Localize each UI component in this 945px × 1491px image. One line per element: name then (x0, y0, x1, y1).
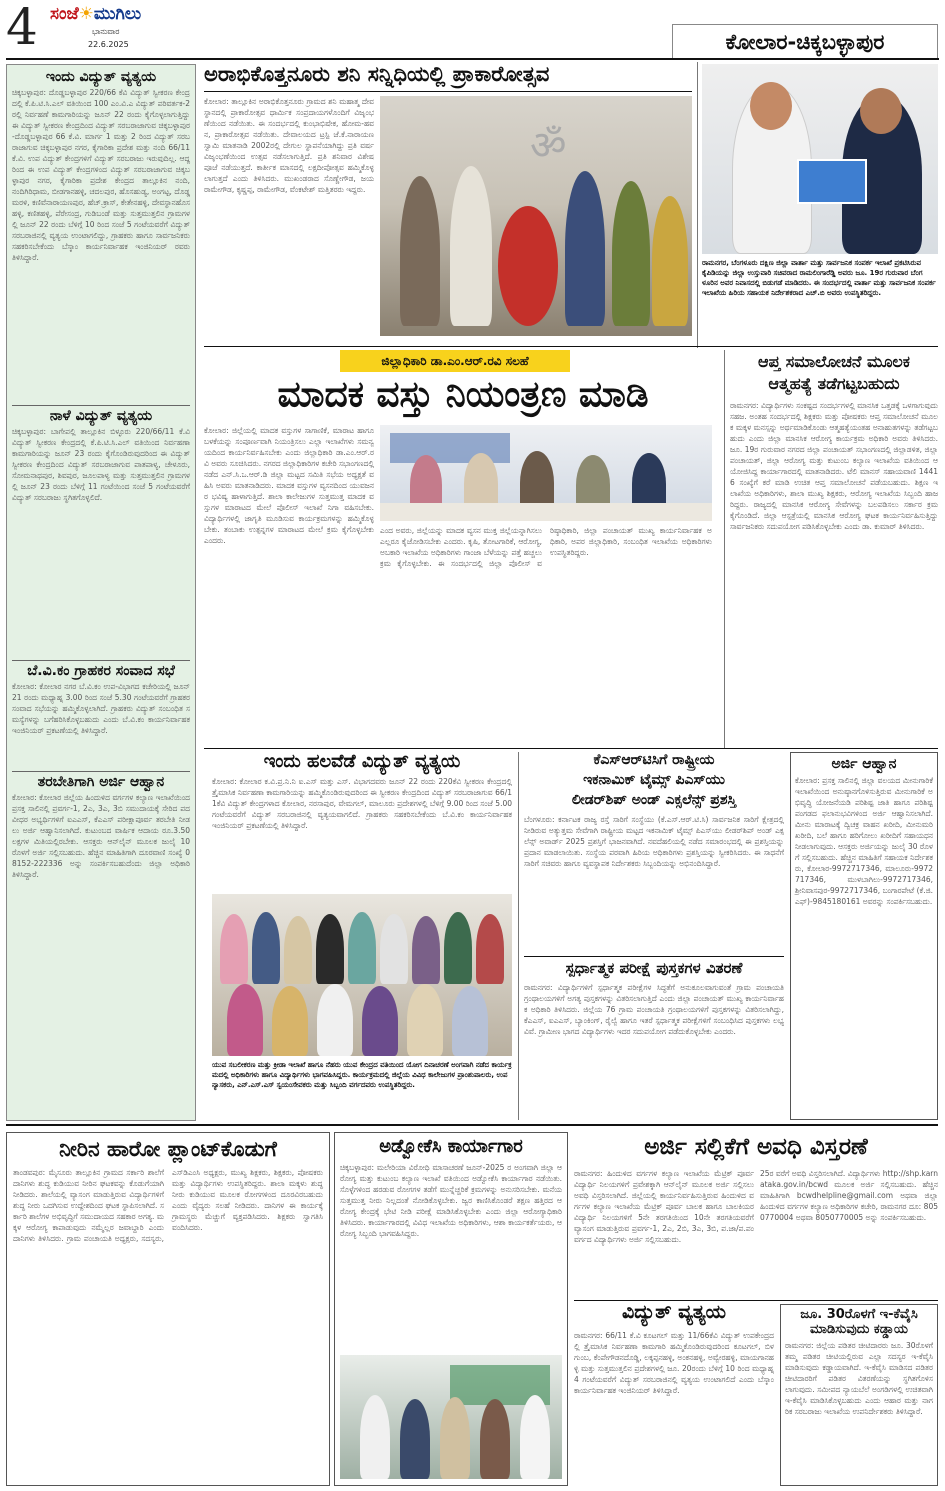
brief-body: ಚಿಕ್ಕಬಳ್ಳಾಪುರ: ದೊಡ್ಡಬಳ್ಳಾಪುರ 220/66 ಕೆವಿ ವಿದ್ಯುತ್ ಸ್ವೀಕರಣ ಕೇಂದ್ರದಲ್ಲಿ ಕೆ.ಪಿ.ಟಿ.ಸಿ.ಎಲ್ ವತಿಯಿಂದ 100 ಎಂ.ವಿ.ಎ ವಿದ್ಯುತ್ ಪರಿವರ್ತಕ-2 ರಲ್ಲಿ ನಿರ್ವಹಣೆ ಕಾಮಗಾರಿಯನ್ನು ಜೂನ್ 22 ರಂದು ಕೈಗೊಳ್ಳಲಾಗುತ್ತಿದ್ದು ಈ ವಿದ್ಯುತ್ ಸ್ವೀಕರಣ ಕೇಂದ್ರದಿಂದ ವಿದ್ಯುತ್ ಸರಬರಾಜಾಗುವ ಚಿಕ್ಕಬಳ್ಳಾಪುರ-ದೊಡ್ಡಬಳ್ಳಾಪುರ 66 ಕೆ.ವಿ. ಮಾರ್ಗ 1 ಮತ್ತು 2 ರಿಂದ ವಿದ್ಯುತ್ ಸರಬರಾಜಾಗುವ ಚಿಕ್ಕಬಳ್ಳಾಪುರ ನಗರ, ಕೈಗಾರಿಕಾ ಪ್ರದೇಶ ಮತ್ತು ನಂದಿ 66/11 ಕೆ.ವಿ. ಉಪ ವಿದ್ಯುತ್ ಕೇಂದ್ರಗಳಿಗೆ ವಿದ್ಯುತ್ ಸರಬರಾಜು ಇರುವುದಿಲ್ಲ. ಆದ್ದರಿಂದ ಈ ಉಪ ವಿದ್ಯುತ್ ಕೇಂದ್ರಗಳಿಂದ ವಿದ್ಯುತ್ ಸರಬರಾಜಾಗುವ ಚಿಕ್ಕಬಳ್ಳಾಪುರ ನಗರ, ಕೈಗಾರಿಕಾ ಪ್ರದೇಶ ಕೇಂದ್ರದ ತಾಲ್ಲೂಕಿನ ನಂದಿ, ನಂದಿಗಿರಿಧಾಮ, ಬೀಡಗಾನಹಳ್ಳಿ, ಚದಲಪುರ, ಹೊಸಹುಡ್ಯ, ಅಂಗಟ್ಟ, ದೊಡ್ಡಮರಳಿ, ಕಣಿವೆನಾರಾಯಣಪುರ, ಹೆಚ್.ಕ್ರಾಸ್, ಕೇತೇನಹಳ್ಳಿ, ದೇವಸ್ಥಾನಹೊಸಹಳ್ಳಿ, ಕಣಿತಹಳ್ಳಿ, ಪೆರೇಸಂದ್ರ, ಗುಡಿಬಂಡೆ ಮತ್ತು ಸುತ್ತಮುತ್ತಲಿನ ಗ್ರಾಮಗಳಲ್ಲಿ ಜೂನ್ 22 ರಂದು ಬೆಳಿಗ್ಗೆ 10 ರಿಂದ ಸಂಜೆ 5 ಗಂಟೆಯವರೆಗೆ ವಿದ್ಯುತ್ ಸರಬರಾಜಿನಲ್ಲಿ ವ್ಯತ್ಯಯ ಉಂಟಾಗಲಿದ್ದು, ಗ್ರಾಹಕರು ಹಾಗೂ ಸಾರ್ವಜನಿಕರು ಸಹಕರಿಸಬೇಕೆಂದು ಬೆಸ್ಕಾಂ ಕಾರ್ಯನಿರ್ವಾಹಕ ಇಂಜಿನಿಯರ್ ರವರು ತಿಳಿಸಿದ್ದಾರೆ. (12, 88, 190, 263)
brief-headline: ಬೆ.ವಿ.ಕಂ ಗ್ರಾಹಕರ ಸಂವಾದ ಸಭೆ (27, 663, 175, 680)
lead-body-right: ಎಂದ ಅವರು, ಜಿಲ್ಲೆಯನ್ನು ಮಾದಕ ವ್ಯಸನ ಮುಕ್ತ ಜಿಲ್ಲೆಯನ್ನಾಗಿಸಲು ಎಲ್ಲರೂ ಕೈಜೋಡಿಸಬೇಕು ಎಂದರು. ಕೃಷಿ, ತೋಟಗಾರಿಕೆ, ಆರೋಗ್ಯ, ಅಬಕಾರಿ ಇಲಾಖೆಯ ಅಧಿಕಾರಿಗಳು ಗಾಂಜಾ ಬೆಳೆಯನ್ನು ಪತ್ತೆ ಹಚ್ಚಲು ಕ್ರಮ ಕೈಗೊಳ್ಳಬೇಕು. ಈ ಸಂದರ್ಭದಲ್ಲಿ ಜಿಲ್ಲಾ ಪೊಲೀಸ್ ವರಿಷ್ಠಾಧಿಕಾರಿ, ಜಿಲ್ಲಾ ಪಂಚಾಯತ್ ಮುಖ್ಯ ಕಾರ್ಯನಿರ್ವಾಹಕ ಅಧಿಕಾರಿ, ಅಪರ ಜಿಲ್ಲಾಧಿಕಾರಿ, ಸಂಬಂಧಿತ ಇಲಾಖೆಯ ಅಧಿಕಾರಿಗಳು ಉಪಸ್ಥಿತರಿದ್ದರು. (380, 526, 712, 568)
lead-body-left: ಕೋಲಾರ: ಜಿಲ್ಲೆಯಲ್ಲಿ ಮಾದಕ ವಸ್ತುಗಳ ಸಾಗಾಣಿಕೆ, ಮಾರಾಟ ಹಾಗೂ ಬಳಕೆಯನ್ನು ಸಂಪೂರ್ಣವಾಗಿ ನಿಯಂತ್ರಿಸಲು ಎಲ್ಲಾ ಇಲಾಖೆಗಳು ಸಮನ್ವಯದಿಂದ ಕಾರ್ಯನಿರ್ವಹಿಸಬೇಕು ಎಂದು ಜಿಲ್ಲಾಧಿಕಾರಿ ಡಾ.ಎಂ.ಆರ್.ರವಿ ಅವರು ಸೂಚಿಸಿದರು. ನಗರದ ಜಿಲ್ಲಾಧಿಕಾರಿಗಳ ಕಚೇರಿ ಸಭಾಂಗಣದಲ್ಲಿ ನಡೆದ ಎನ್.ಸಿ.ಒ.ಆರ್.ಡಿ ಜಿಲ್ಲಾ ಮಟ್ಟದ ಸಮಿತಿ ಸಭೆಯ ಅಧ್ಯಕ್ಷತೆ ವಹಿಸಿ ಅವರು ಮಾತನಾಡಿದರು. ಮಾದಕ ವಸ್ತುಗಳ ವ್ಯಸನದಿಂದ ಯುವಜನರ ಭವಿಷ್ಯ ಹಾಳಾಗುತ್ತಿದೆ. ಶಾಲಾ ಕಾಲೇಜುಗಳ ಸುತ್ತಮುತ್ತ ಮಾದಕ ವಸ್ತುಗಳ ಮಾರಾಟದ ಮೇಲೆ ಪೊಲೀಸ್ ಇಲಾಖೆ ನಿಗಾ ವಹಿಸಬೇಕು. ವಿದ್ಯಾರ್ಥಿಗಳಲ್ಲಿ ಜಾಗೃತಿ ಮೂಡಿಸುವ ಕಾರ್ಯಕ್ರಮಗಳನ್ನು ಹಮ್ಮಿಕೊಳ್ಳಬೇಕು. ತಂಬಾಕು ಉತ್ಪನ್ನಗಳ ಮಾರಾಟದ ಮೇಲೆ ಕ್ರಮ ಕೈಗೊಳ್ಳಬೇಕು ಎಂದರು. (204, 426, 374, 545)
extension-body-right: 25ರ ವರೆಗೆ ಅವಧಿ ವಿಸ್ತರಿಸಲಾಗಿದೆ. ವಿದ್ಯಾರ್ಥಿಗಳು http://shp.karnataka.gov.in/bcwd ಮೂಲಕ ಅರ್ಜಿ ಸಲ್ಲಿಸಬಹುದು. ಹೆಚ್ಚಿನ ಮಾಹಿತಿಗಾಗಿ bcwdhelpline@gmail.com ಅಥವಾ ಜಿಲ್ಲಾ ಹಿಂದುಳಿದ ವರ್ಗಗಳ ಕಲ್ಯಾಣ ಅಧಿಕಾರಿಗಳ ಕಚೇರಿ, ರಾಮನಗರ ದೂ: 8050770004 ಅಥವಾ 8050770005 ಅನ್ನು ಸಂಪರ್ಕಿಸಬಹುದು. (760, 1169, 938, 1222)
temple-photo (380, 96, 692, 336)
photo-caption: ರಾಮನಗರ, ಬೆಂಗಳೂರು ದಕ್ಷಿಣ ಜಿಲ್ಲಾ ವಾರ್ತಾ ಮತ್ತು ಸಾರ್ವಜನಿಕ ಸಂಪರ್ಕ ಇಲಾಖೆ ಪ್ರಕಟಿಸಿರುವ ಕೈಪಿಡಿಯನ್ನು ಜಿಲ್ಲಾ ಉಸ್ತುವಾರಿ ಸಚಿವರಾದ ರಾಮಲಿಂಗಾರೆಡ್ಡಿ ಅವರು ಜೂ. 19ರ ಗುರುವಾರ ಬೆಂಗಳೂರಿನ ಅವರ ನಿವಾಸದಲ್ಲಿ ಬಿಡುಗಡೆ ಮಾಡಿದರು. ಈ ಸಂದರ್ಭದಲ್ಲಿ ವಾರ್ತಾ ಮತ್ತು ಸಾರ್ವಜನಿಕ ಸಂಪರ್ಕ ಇಲಾಖೆಯ ಹಿರಿಯ ಸಹಾಯಕ ನಿರ್ದೇಶಕರಾದ ಎಚ್.ಬಿ ಅವರು ಉಪಸ್ಥಿತರಿದ್ದರು. (702, 259, 936, 297)
brief-headline: ಇಂದು ವಿದ್ಯುತ್ ವ್ಯತ್ಯಯ (45, 69, 157, 85)
om-symbol: ॐ (530, 123, 567, 169)
sun-icon: ☀ (78, 4, 94, 24)
lead-headline: ಮಾದಕ ವಸ್ತು ನಿಯಂತ್ರಣ ಮಾಡಿ (277, 374, 649, 415)
advocacy-headline: ಅಡ್ವೋಕೆಸಿ ಕಾರ್ಯಾಗಾರ (379, 1136, 523, 1157)
award-body: ಬೆಂಗಳೂರು: ಕರ್ನಾಟಕ ರಾಜ್ಯ ರಸ್ತೆ ಸಾರಿಗೆ ಸಂಸ್ಥೆಯು (ಕೆ.ಎಸ್.ಆರ್.ಟಿ.ಸಿ) ಸಾರ್ವಜನಿಕ ಸಾರಿಗೆ ಕ್ಷೇತ್ರದಲ್ಲಿ ನೀಡಿರುವ ಅತ್ಯುತ್ತಮ ಸೇವೆಗಾಗಿ ರಾಷ್ಟ್ರೀಯ ಮಟ್ಟದ ಇಕನಾಮಿಕ್ ಟೈಮ್ಸ್ ಪಿಎಸ್‌ಯು ಲೀಡರ್‌ಶಿಪ್ ಅಂಡ್ ಎಕ್ಸಲೆನ್ಸ್ ಅವಾರ್ಡ್ 2025 ಪ್ರಶಸ್ತಿಗೆ ಭಾಜನವಾಗಿದೆ. ನವದೆಹಲಿಯಲ್ಲಿ ನಡೆದ ಸಮಾರಂಭದಲ್ಲಿ ಈ ಪ್ರಶಸ್ತಿಯನ್ನು ಪ್ರದಾನ ಮಾಡಲಾಯಿತು. ಸಂಸ್ಥೆಯ ಪರವಾಗಿ ಹಿರಿಯ ಅಧಿಕಾರಿಗಳು ಪ್ರಶಸ್ತಿಯನ್ನು ಸ್ವೀಕರಿಸಿದರು. ಈ ಸಾಧನೆಗೆ ಸಾರಿಗೆ ಸಚಿವರು ಹಾಗೂ ವ್ಯವಸ್ಥಾಪಕ ನಿರ್ದೇಶಕರು ಸಿಬ್ಬಂದಿಯನ್ನು ಅಭಿನಂದಿಸಿದ್ದಾರೆ. (524, 815, 784, 868)
masthead (0, 0, 945, 60)
advocacy-body: ಚಿಕ್ಕಬಳ್ಳಾಪುರ: ಮಲೇರಿಯಾ ವಿರೋಧಿ ಮಾಸಾಚರಣೆ ಜೂನ್-2025 ರ ಅಂಗವಾಗಿ ಜಿಲ್ಲಾ ಆರೋಗ್ಯ ಮತ್ತು ಕುಟುಂಬ ಕಲ್ಯಾಣ ಇಲಾಖೆ ವತಿಯಿಂದ ಅಡ್ವೋಕೆಸಿ ಕಾರ್ಯಾಗಾರ ನಡೆಯಿತು. ಸೊಳ್ಳೆಗಳಿಂದ ಹರಡುವ ರೋಗಗಳ ತಡೆಗೆ ಮುನ್ನೆಚ್ಚರಿಕೆ ಕ್ರಮಗಳನ್ನು ಅನುಸರಿಸಬೇಕು. ಮನೆಯ ಸುತ್ತಮುತ್ತ ನೀರು ನಿಲ್ಲದಂತೆ ನೋಡಿಕೊಳ್ಳಬೇಕು. ಜ್ವರ ಕಾಣಿಸಿಕೊಂಡರೆ ತಕ್ಷಣ ಹತ್ತಿರದ ಆರೋಗ್ಯ ಕೇಂದ್ರಕ್ಕೆ ಭೇಟಿ ನೀಡಿ ಪರೀಕ್ಷೆ ಮಾಡಿಸಿಕೊಳ್ಳಬೇಕು ಎಂದು ಜಿಲ್ಲಾ ಆರೋಗ್ಯಾಧಿಕಾರಿ ತಿಳಿಸಿದರು. ಕಾರ್ಯಾಗಾರದಲ್ಲಿ ವಿವಿಧ ಇಲಾಖೆಯ ಅಧಿಕಾರಿಗಳು, ಆಶಾ ಕಾರ್ಯಕರ್ತೆಯರು, ಆರೋಗ್ಯ ಸಿಬ್ಬಂದಿ ಭಾಗವಹಿಸಿದ್ದರು. (340, 1162, 562, 1238)
kyc-headline-2: ಮಾಡಿಸುವುದು ಕಡ್ಡಾಯ (810, 1321, 908, 1337)
brief-column (6, 64, 196, 1121)
power-body: ಕೋಲಾರ: ಕೋಲಾರ ಕ.ವಿ.ಪ್ರ.ನಿ.ನಿ ಐ.ಎಸ್ ಮತ್ತು ಎಸ್. ವಿಭಾಗದವರು ಜೂನ್ 22 ರಂದು 220ಕೆವಿ ಸ್ವೀಕರಣ ಕೇಂದ್ರದಲ್ಲಿ ತ್ರೈಮಾಸಿಕ ನಿರ್ವಹಣಾ ಕಾಮಗಾರಿಯನ್ನು ಹಮ್ಮಿಕೊಂಡಿರುವುದರಿಂದ ಈ ಸ್ವೀಕರಣ ಕೇಂದ್ರದಿಂದ ವಿದ್ಯುತ್ ಸರಬರಾಜಾಗುವ 66/11ಕೆವಿ ವಿದ್ಯುತ್ ಕೇಂದ್ರಗಳಾದ ಕೋಲಾರ, ನರಸಾಪುರ, ವೇಮಗಲ್, ಮಾಲೂರು ಪ್ರದೇಶಗಳಲ್ಲಿ ಬೆಳಿಗ್ಗೆ 9.00 ರಿಂದ ಸಂಜೆ 5.00 ಗಂಟೆಯವರೆಗೆ ವಿದ್ಯುತ್ ಸರಬರಾಜಿನಲ್ಲಿ ವ್ಯತ್ಯಯವಾಗಲಿದೆ. ಗ್ರಾಹಕರು ಸಹಕರಿಸಬೇಕೆಂದು ಬೆ.ವಿ.ಕಂ ಕಾರ್ಯನಿರ್ವಾಹಕ ಇಂಜಿನಿಯರ್ ಪ್ರಕಟಣೆಯಲ್ಲಿ ತಿಳಿಸಿದ್ದಾರೆ. (212, 777, 512, 830)
award-headline-3: ಲೀಡರ್‌ಶಿಪ್ ಅಂಡ್ ಎಕ್ಸಲೆನ್ಸ್ ಪ್ರಶಸ್ತಿ (571, 792, 737, 808)
books-headline: ಸ್ಪರ್ಧಾತ್ಮಕ ಪರೀಕ್ಷೆ ಪುಸ್ತಕಗಳ ವಿತರಣೆ (565, 959, 743, 977)
water-body: ತಾಂಡವಪುರ: ಮೈಸೂರು ತಾಲ್ಲೂಕಿನ ಗ್ರಾಮದ ಸರ್ಕಾರಿ ಶಾಲೆಗೆ ದಾನಿಗಳು ಶುದ್ಧ ಕುಡಿಯುವ ನೀರಿನ ಘಟಕವನ್ನು ಕೊಡುಗೆಯಾಗಿ ನೀಡಿದರು. ಶಾಲೆಯಲ್ಲಿ ವ್ಯಾಸಂಗ ಮಾಡುತ್ತಿರುವ ವಿದ್ಯಾರ್ಥಿಗಳಿಗೆ ಶುದ್ಧ ನೀರು ಒದಗಿಸುವ ಉದ್ದೇಶದಿಂದ ಘಟಕ ಸ್ಥಾಪಿಸಲಾಗಿದೆ. ಸರ್ಕಾರಿ ಶಾಲೆಗಳ ಅಭಿವೃದ್ಧಿಗೆ ಸಮುದಾಯದ ಸಹಕಾರ ಅಗತ್ಯ. ಮಕ್ಕಳ ಆರೋಗ್ಯ ಕಾಪಾಡುವುದು ನಮ್ಮೆಲ್ಲರ ಜವಾಬ್ದಾರಿ ಎಂದು ದಾನಿಗಳು ತಿಳಿಸಿದರು. ಗ್ರಾಮ ಪಂಚಾಯತಿ ಅಧ್ಯಕ್ಷರು, ಸದಸ್ಯರು, ಎಸ್‌ಡಿಎಂಸಿ ಅಧ್ಯಕ್ಷರು, ಮುಖ್ಯ ಶಿಕ್ಷಕರು, ಶಿಕ್ಷಕರು, ಪೋಷಕರು ಮತ್ತು ವಿದ್ಯಾರ್ಥಿಗಳು ಉಪಸ್ಥಿತರಿದ್ದರು. ಶಾಲಾ ಮಕ್ಕಳು ಶುದ್ಧ ನೀರು ಕುಡಿಯುವ ಮೂಲಕ ರೋಗಗಳಿಂದ ದೂರವಿರಬಹುದು ಎಂದು ವೈದ್ಯರು ಸಲಹೆ ನೀಡಿದರು. ದಾನಿಗಳ ಈ ಕಾರ್ಯಕ್ಕೆ ಗ್ರಾಮಸ್ಥರು ಮೆಚ್ಚುಗೆ ವ್ಯಕ್ತಪಡಿಸಿದರು. ಶಿಕ್ಷಕರು ಸ್ವಾಗತಿಸಿ ವಂದಿಸಿದರು. (13, 1168, 323, 1244)
workshop-photo (340, 1355, 562, 1479)
minister-photo (702, 64, 938, 254)
header-date: 22.6.2025 (88, 40, 129, 49)
advocacy-story (334, 1132, 568, 1486)
header-day: ಭಾನುವಾರ (92, 27, 120, 36)
group-photo-caption: ಯುವ ಸಬಲೀಕರಣ ಮತ್ತು ಕ್ರೀಡಾ ಇಲಾಖೆ ಹಾಗೂ ನೆಹರು ಯುವ ಕೇಂದ್ರದ ವತಿಯಿಂದ ಯೋಗ ದಿನಾಚರಣೆ ಅಂಗವಾಗಿ ನಡೆದ ಕಾರ್ಯಕ್ರಮದಲ್ಲಿ ಅಧಿಕಾರಿಗಳು ಹಾಗೂ ವಿದ್ಯಾರ್ಥಿಗಳು ಭಾಗವಹಿಸಿದ್ದರು. ಕಾರ್ಯಕ್ರಮದಲ್ಲಿ ಜಿಲ್ಲೆಯ ವಿವಿಧ ಕಾಲೇಜುಗಳ ಪ್ರಾಂಶುಪಾಲರು, ಉಪನ್ಯಾಸಕರು, ಎನ್.ಎಸ್.ಎಸ್ ಸ್ವಯಂಸೇವಕರು ಮತ್ತು ಸಿಬ್ಬಂದಿ ವರ್ಗದವರು ಉಪಸ್ಥಿತರಿದ್ದರು. (212, 1061, 512, 1089)
counselling-headline-1: ಆಪ್ತ ಸಮಾಲೋಚನೆ ಮೂಲಕ (758, 352, 910, 371)
brief-body: ಕೋಲಾರ: ಕೋಲಾರ ಜಿಲ್ಲೆಯ ಹಿಂದುಳಿದ ವರ್ಗಗಳ ಕಲ್ಯಾಣ ಇಲಾಖೆಯಿಂದ ಪ್ರಸಕ್ತ ಸಾಲಿನಲ್ಲಿ ಪ್ರವರ್ಗ-1, 2ಎ, 3ಎ, 3ಬಿ ಸಮುದಾಯಕ್ಕೆ ಸೇರಿದ ಪದವೀಧರ ಅಭ್ಯರ್ಥಿಗಳಿಗೆ ಐಎಎಸ್, ಕೆಎಎಸ್ ಪರೀಕ್ಷಾಪೂರ್ವ ತರಬೇತಿ ನೀಡಲು ಅರ್ಜಿ ಆಹ್ವಾನಿಸಲಾಗಿದೆ. ಕುಟುಂಬದ ವಾರ್ಷಿಕ ಆದಾಯ ರೂ.3.50 ಲಕ್ಷಗಳ ಮಿತಿಯಲ್ಲಿರಬೇಕು. ಆಸಕ್ತರು ಆನ್‌ಲೈನ್ ಮೂಲಕ ಜುಲೈ 10 ರೊಳಗೆ ಅರ್ಜಿ ಸಲ್ಲಿಸಬಹುದು. ಹೆಚ್ಚಿನ ಮಾಹಿತಿಗಾಗಿ ದೂರವಾಣಿ ಸಂಖ್ಯೆ 08152-222336 ಅನ್ನು ಸಂಪರ್ಕಿಸಬಹುದೆಂದು ಜಿಲ್ಲಾ ಅಧಿಕಾರಿ ತಿಳಿಸಿದ್ದಾರೆ. (12, 793, 190, 880)
notice-body: ಕೋಲಾರ: ಪ್ರಸಕ್ತ ಸಾಲಿನಲ್ಲಿ ಜಿಲ್ಲಾ ವಲಯದ ಮೀನುಗಾರಿಕೆ ಇಲಾಖೆಯಿಂದ ಅನುಷ್ಠಾನಗೊಳಿಸುತ್ತಿರುವ ಮೀನುಗಾರಿಕೆ ಅಭಿವೃದ್ಧಿ ಯೋಜನೆಯಡಿ ಪರಿಶಿಷ್ಟ ಜಾತಿ ಹಾಗೂ ಪರಿಶಿಷ್ಟ ಪಂಗಡದ ಫಲಾನುಭವಿಗಳಿಂದ ಅರ್ಜಿ ಆಹ್ವಾನಿಸಲಾಗಿದೆ. ಮೀನು ಮಾರಾಟಕ್ಕೆ ದ್ವಿಚಕ್ರ ವಾಹನ ಖರೀದಿ, ಮೀನುಮರಿ ಖರೀದಿ, ಬಲೆ ಹಾಗೂ ಹರಿಗೋಲು ಖರೀದಿಗೆ ಸಹಾಯಧನ ನೀಡಲಾಗುವುದು. ಆಸಕ್ತರು ಅರ್ಜಿಯನ್ನು ಜುಲೈ 30 ರೊಳಗೆ ಸಲ್ಲಿಸಬಹುದು. ಹೆಚ್ಚಿನ ಮಾಹಿತಿಗೆ ಸಹಾಯಕ ನಿರ್ದೇಶಕರು, ಕೋಲಾರ-9972717346, ಮಾಲೂರು-9972717346, ಮುಳಬಾಗಿಲು-9972717346, ಶ್ರೀನಿವಾಸಪುರ-9972717346, ಬಂಗಾರಪೇಟೆ (ಕೆ.ಜಿ.ಎಫ್)-9845180161 ಅವರನ್ನು ಸಂಪರ್ಕಿಸಬಹುದು. (795, 776, 933, 907)
section-title: ಕೋಲಾರ-ಚಿಕ್ಕಬಳ್ಳಾಪುರ (725, 30, 885, 54)
logo-part-blue: ಮುಗಿಲು (93, 4, 142, 24)
counselling-body: ರಾಮನಗರ: ವಿದ್ಯಾರ್ಥಿಗಳು ಸಂಕಷ್ಟದ ಸಂದರ್ಭಗಳಲ್ಲಿ ಮಾನಸಿಕ ಒತ್ತಡಕ್ಕೆ ಒಳಗಾಗುವುದು ಸಹಜ. ಅಂತಹ ಸಂದರ್ಭದಲ್ಲಿ ಶಿಕ್ಷಕರು ಮತ್ತು ಪೋಷಕರು ಆಪ್ತ ಸಮಾಲೋಚನೆ ಮೂಲಕ ಮಕ್ಕಳ ಮನಸ್ಸನ್ನು ಅರ್ಥಮಾಡಿಕೊಂಡು ಆತ್ಮಹತ್ಯೆಯಂತಹ ಅನಾಹುತಗಳನ್ನು ತಡೆಗಟ್ಟಬಹುದು ಎಂದು ಜಿಲ್ಲಾ ಮಾನಸಿಕ ಆರೋಗ್ಯ ಕಾರ್ಯಕ್ರಮ ಅಧಿಕಾರಿ ಅವರು ತಿಳಿಸಿದರು. ಜೂ. 19ರ ಗುರುವಾರ ನಗರದ ಜಿಲ್ಲಾ ಪಂಚಾಯತ್ ಸಭಾಂಗಣದಲ್ಲಿ ಜಿಲ್ಲಾಡಳಿತ, ಜಿಲ್ಲಾ ಪಂಚಾಯತ್, ಜಿಲ್ಲಾ ಆರೋಗ್ಯ ಮತ್ತು ಕುಟುಂಬ ಕಲ್ಯಾಣ ಇಲಾಖೆಯ ವತಿಯಿಂದ ಆಯೋಜಿಸಿದ್ದ ಕಾರ್ಯಾಗಾರದಲ್ಲಿ ಮಾತನಾಡಿದರು. ಟೆಲಿ ಮಾನಸ್ ಸಹಾಯವಾಣಿ 14416 ಸಂಖ್ಯೆಗೆ ಕರೆ ಮಾಡಿ ಉಚಿತ ಆಪ್ತ ಸಮಾಲೋಚನೆ ಪಡೆಯಬಹುದು. ಶಿಕ್ಷಣ ಇಲಾಖೆಯ ಅಧಿಕಾರಿಗಳು, ಶಾಲಾ ಮುಖ್ಯ ಶಿಕ್ಷಕರು, ಆರೋಗ್ಯ ಇಲಾಖೆಯ ಸಿಬ್ಬಂದಿ ಹಾಜರಿದ್ದರು. ರಾಜ್ಯದಲ್ಲಿ ಮಾನಸಿಕ ಆರೋಗ್ಯ ಸೇವೆಗಳನ್ನು ಬಲಪಡಿಸಲು ಸರ್ಕಾರ ಕ್ರಮ ಕೈಗೊಂಡಿದೆ. ಜಿಲ್ಲಾ ಆಸ್ಪತ್ರೆಯಲ್ಲಿ ಮಾನಸಿಕ ಆರೋಗ್ಯ ಘಟಕ ಕಾರ್ಯನಿರ್ವಹಿಸುತ್ತಿದ್ದು ಸಾರ್ವಜನಿಕರು ಸದುಪಯೋಗ ಪಡಿಸಿಕೊಳ್ಳಬೇಕು ಎಂದು ಡಾ. ಕುಮಾರ್ ತಿಳಿಸಿದರು. (730, 401, 938, 531)
brief-body: ಚಿಕ್ಕಬಳ್ಳಾಪುರ: ಬಾಗೇಪಲ್ಲಿ ತಾಲ್ಲೂಕಿನ ಬಿಳ್ಳೂರು 220/66/11 ಕೆ.ವಿ ವಿದ್ಯುತ್ ಸ್ವೀಕರಣ ಕೇಂದ್ರದಲ್ಲಿ ಕೆ.ಪಿ.ಟಿ.ಸಿ.ಎಲ್ ವತಿಯಿಂದ ನಿರ್ವಹಣಾ ಕಾಮಗಾರಿಯನ್ನು ಜೂನ್ 23 ರಂದು ಕೈಗೊಂಡಿರುವುದರಿಂದ ಈ ವಿದ್ಯುತ್ ಸ್ವೀಕರಣ ಕೇಂದ್ರದಿಂದ ವಿದ್ಯುತ್ ಸರಬರಾಜಾಗುವ ಪಾತಪಾಳ್ಯ, ಚೇಳೂರು, ಸೋಮನಾಥಪುರ, ಶಿವಪುರ, ಜೂಲಪಾಳ್ಯ ಮತ್ತು ಸುತ್ತಮುತ್ತಲಿನ ಗ್ರಾಮಗಳಲ್ಲಿ ಜೂನ್ 23 ರಂದು ಬೆಳಿಗ್ಗೆ 11 ಗಂಟೆಯಿಂದ ಸಂಜೆ 5 ಗಂಟೆಯವರೆಗೆ ವಿದ್ಯುತ್ ಸರಬರಾಜು ಸ್ಥಗಿತಗೊಳ್ಳಲಿದೆ. (12, 427, 190, 503)
top-story-headline: ಅರಾಭಿಕೊತ್ತನೂರು ಶನಿ ಸನ್ನಿಧಿಯಲ್ಲಿ ಪ್ರಾಕಾರೋತ್ಸವ (204, 62, 550, 86)
power-bottom-body: ರಾಮನಗರ: 66/11 ಕೆ.ವಿ ಕೂಟಗಲ್ ಮತ್ತು 11/66ಕೆವಿ ವಿದ್ಯುತ್ ಉಪಕೇಂದ್ರದಲ್ಲಿ ತ್ರೈಮಾಸಿಕ ನಿರ್ವಹಣಾ ಕಾಮಗಾರಿ ಹಮ್ಮಿಕೊಂಡಿರುವುದರಿಂದ ಕೂಟಗಲ್, ಬಿಳಗುಂಬ, ಕೆಂಪೇಗೌಡನದೊಡ್ಡಿ, ಲಕ್ಕಪ್ಪನಹಳ್ಳಿ, ಅಂಕನಹಳ್ಳಿ, ಅವ್ವೇರಹಳ್ಳಿ, ಮಾಯಗಾನಹಳ್ಳಿ ಮತ್ತು ಸುತ್ತಮುತ್ತಲಿನ ಪ್ರದೇಶಗಳಲ್ಲಿ ಜೂ. 20ರಂದು ಬೆಳಿಗ್ಗೆ 10 ರಿಂದ ಮಧ್ಯಾಹ್ನ 4 ಗಂಟೆಯವರೆಗೆ ವಿದ್ಯುತ್ ಸರಬರಾಜಿನಲ್ಲಿ ವ್ಯತ್ಯಯ ಉಂಟಾಗಲಿದೆ ಎಂದು ಬೆಸ್ಕಾಂ ಕಾರ್ಯನಿರ್ವಾಹಕ ಇಂಜಿನಿಯರ್ ತಿಳಿಸಿದ್ದಾರೆ. (574, 1331, 774, 1395)
books-body: ರಾಮನಗರ: ವಿದ್ಯಾರ್ಥಿಗಳಿಗೆ ಸ್ಪರ್ಧಾತ್ಮಕ ಪರೀಕ್ಷೆಗಳ ಸಿದ್ಧತೆಗೆ ಅನುಕೂಲವಾಗುವಂತೆ ಗ್ರಾಮ ಪಂಚಾಯತಿ ಗ್ರಂಥಾಲಯಗಳಿಗೆ ಅಗತ್ಯ ಪುಸ್ತಕಗಳನ್ನು ವಿತರಿಸಲಾಗುತ್ತಿದೆ ಎಂದು ಜಿಲ್ಲಾ ಪಂಚಾಯತ್ ಮುಖ್ಯ ಕಾರ್ಯನಿರ್ವಾಹಕ ಅಧಿಕಾರಿ ತಿಳಿಸಿದರು. ಜಿಲ್ಲೆಯ 76 ಗ್ರಾಮ ಪಂಚಾಯತಿ ಗ್ರಂಥಾಲಯಗಳಿಗೆ ಪುಸ್ತಕಗಳನ್ನು ವಿತರಿಸಲಾಗಿದ್ದು, ಕೆಎಎಸ್, ಐಎಎಸ್, ಬ್ಯಾಂಕಿಂಗ್, ರೈಲ್ವೆ ಹಾಗೂ ಇತರೆ ಸ್ಪರ್ಧಾತ್ಮಕ ಪರೀಕ್ಷೆಗಳಿಗೆ ಸಂಬಂಧಿಸಿದ ಪುಸ್ತಕಗಳು ಲಭ್ಯವಿವೆ. ಗ್ರಾಮೀಣ ಭಾಗದ ವಿದ್ಯಾರ್ಥಿಗಳು ಇದರ ಸದುಪಯೋಗ ಪಡೆದುಕೊಳ್ಳಬೇಕು ಎಂದರು. (524, 983, 784, 1036)
brief-body: ಕೋಲಾರ: ಕೋಲಾರ ನಗರ ಬೆ.ವಿ.ಕಂ ಉಪ-ವಿಭಾಗದ ಕಚೇರಿಯಲ್ಲಿ ಜೂನ್ 21 ರಂದು ಮಧ್ಯಾಹ್ನ 3.00 ರಿಂದ ಸಂಜೆ 5.30 ಗಂಟೆಯವರೆಗೆ ಗ್ರಾಹಕರ ಸಂವಾದ ಸಭೆಯನ್ನು ಹಮ್ಮಿಕೊಳ್ಳಲಾಗಿದೆ. ಗ್ರಾಹಕರು ವಿದ್ಯುತ್ ಸಂಬಂಧಿತ ಸಮಸ್ಯೆಗಳನ್ನು ಬಗೆಹರಿಸಿಕೊಳ್ಳಬಹುದು ಎಂದು ಬೆ.ವಿ.ಕಂ ಕಾರ್ಯನಿರ್ವಾಹಕ ಇಂಜಿನಿಯರ್ ಪ್ರಕಟಣೆಯಲ್ಲಿ ತಿಳಿಸಿದ್ದಾರೆ. (12, 682, 190, 736)
notice-box (790, 752, 938, 1120)
kyc-story (780, 1304, 938, 1486)
kyc-headline-1: ಜೂ. 30ರೊಳಗೆ ಇ-ಕೆವೈಸಿ (800, 1307, 918, 1322)
power-bottom-headline: ವಿದ್ಯುತ್ ವ್ಯತ್ಯಯ (622, 1301, 726, 1323)
kicker-text: ಜಿಲ್ಲಾಧಿಕಾರಿ ಡಾ.ಎಂ.ಆರ್.ರವಿ ಸಲಹೆ (381, 353, 529, 368)
group-photo (212, 894, 512, 1056)
logo (50, 4, 141, 24)
top-story-body: ಕೋಲಾರ: ತಾಲ್ಲೂಕಿನ ಅರಾಭಿಕೊತ್ತನೂರು ಗ್ರಾಮದ ಶನಿ ಮಹಾತ್ಮ ದೇವಸ್ಥಾನದಲ್ಲಿ ಪ್ರಾಕಾರೋತ್ಸವ ಧಾರ್ಮಿಕ ಸಂಪ್ರದಾಯಗಳೊಂದಿಗೆ ವಿಜೃಂಭಣೆಯಿಂದ ನಡೆಯಿತು. ಈ ಸಂದರ್ಭದಲ್ಲಿ ಕುಂಭಾಭಿಷೇಕ, ಹೋಮ-ಹವನ, ಪ್ರಾಕಾರೋತ್ಸವ ನಡೆಯಿತು. ದೇವಾಲಯದ ಟ್ರಸ್ಟಿ ಜೆ.ಕೆ.ನಾರಾಯಣಸ್ವಾಮಿ ಮಾತನಾಡಿ 2002ರಲ್ಲಿ ದೇಗುಲ ಸ್ಥಾಪನೆಯಾಗಿದ್ದು ಪ್ರತಿ ವರ್ಷ ವಿಜೃಂಭಣೆಯಿಂದ ಉತ್ಸವ ನಡೆಸಲಾಗುತ್ತಿದೆ. ಪ್ರತಿ ಶನಿವಾರ ವಿಶೇಷ ಪೂಜೆ ನಡೆಯುತ್ತದೆ. ಕಾರ್ತೀಕ ಮಾಸದಲ್ಲಿ ಲಕ್ಷದೀಪೋತ್ಸವ ಹಮ್ಮಿಕೊಳ್ಳಲಾಗುತ್ತದೆ ಎಂದು ತಿಳಿಸಿದರು. ಮುಖಂಡರಾದ ಸೊಣ್ಣೇಗೌಡ, ಜಯರಾಮೇಗೌಡ, ಕೃಷ್ಣಪ್ಪ, ರಾಮೇಗೌಡ, ವೆಂಕಟೇಶ್ ಮತ್ತಿತರರು ಇದ್ದರು. (204, 97, 374, 194)
page-number: 4 (6, 0, 38, 56)
lead-kicker (340, 350, 570, 372)
kyc-body: ರಾಮನಗರ: ಜಿಲ್ಲೆಯ ಪಡಿತರ ಚೀಟಿದಾರರು ಜೂ. 30ರೊಳಗೆ ತಮ್ಮ ಪಡಿತರ ಚೀಟಿಯಲ್ಲಿರುವ ಎಲ್ಲಾ ಸದಸ್ಯರ ಇ-ಕೆವೈಸಿ ಮಾಡಿಸುವುದು ಕಡ್ಡಾಯವಾಗಿದೆ. ಇ-ಕೆವೈಸಿ ಮಾಡಿಸದ ಪಡಿತರ ಚೀಟಿದಾರರಿಗೆ ಪಡಿತರ ವಿತರಣೆಯನ್ನು ಸ್ಥಗಿತಗೊಳಿಸಲಾಗುವುದು. ಸಮೀಪದ ನ್ಯಾಯಬೆಲೆ ಅಂಗಡಿಗಳಲ್ಲಿ ಉಚಿತವಾಗಿ ಇ-ಕೆವೈಸಿ ಮಾಡಿಸಿಕೊಳ್ಳಬಹುದು ಎಂದು ಆಹಾರ ಮತ್ತು ನಾಗರಿಕ ಸರಬರಾಜು ಇಲಾಖೆಯ ಉಪನಿರ್ದೇಶಕರು ತಿಳಿಸಿದ್ದಾರೆ. (785, 1340, 933, 1416)
logo-part-red: ಸಂಜೆ (50, 4, 79, 24)
notice-headline: ಅರ್ಜಿ ಆಹ್ವಾನ (831, 756, 897, 772)
water-headline: ನೀರಿನ ಹಾರೋ ಪ್ಲಾಂಟ್‌ಕೊಡುಗೆ (59, 1137, 277, 1161)
power-headline: ಇಂದು ಹಲವೆಡೆ ವಿದ್ಯುತ್ ವ್ಯತ್ಯಯ (263, 751, 461, 772)
extension-body-left: ರಾಮನಗರ: ಹಿಂದುಳಿದ ವರ್ಗಗಳ ಕಲ್ಯಾಣ ಇಲಾಖೆಯ ಮೆಟ್ರಿಕ್ ಪೂರ್ವ ವಿದ್ಯಾರ್ಥಿ ನಿಲಯಗಳಿಗೆ ಪ್ರವೇಶಕ್ಕಾಗಿ ಆನ್‌ಲೈನ್ ಮೂಲಕ ಅರ್ಜಿ ಸಲ್ಲಿಸಲು ಅವಧಿ ವಿಸ್ತರಿಸಲಾಗಿದೆ. ಜಿಲ್ಲೆಯಲ್ಲಿ ಕಾರ್ಯನಿರ್ವಹಿಸುತ್ತಿರುವ ಹಿಂದುಳಿದ ವರ್ಗಗಳ ಕಲ್ಯಾಣ ಇಲಾಖೆಯ ಮೆಟ್ರಿಕ್ ಪೂರ್ವ ಬಾಲಕ ಹಾಗೂ ಬಾಲಕಿಯರ ವಿದ್ಯಾರ್ಥಿ ನಿಲಯಗಳಿಗೆ 5ನೇ ತರಗತಿಯಿಂದ 10ನೇ ತರಗತಿಯವರೆಗೆ ವ್ಯಾಸಂಗ ಮಾಡುತ್ತಿರುವ ಪ್ರವರ್ಗ-1, 2ಎ, 2ಬಿ, 3ಎ, 3ಬಿ, ಪ.ಜಾ/ಪ.ಪಂ ವರ್ಗದ ವಿದ್ಯಾರ್ಥಿಗಳು ಅರ್ಜಿ ಸಲ್ಲಿಸಬಹುದು. (574, 1169, 754, 1244)
meeting-photo (380, 425, 712, 521)
brief-headline: ನಾಳೆ ವಿದ್ಯುತ್ ವ್ಯತ್ಯಯ (49, 408, 153, 425)
award-headline-1: ಕೆಎಸ್‌ಆರ್‌ಟಿಸಿಗೆ ರಾಷ್ಟ್ರೀಯ (593, 752, 715, 768)
brief-headline: ತರಬೇತಿಗಾಗಿ ಅರ್ಜಿ ಆಹ್ವಾನ (37, 774, 165, 791)
water-story (6, 1132, 330, 1486)
extension-headline: ಅರ್ಜಿ ಸಲ್ಲಿಕೆಗೆ ಅವಧಿ ವಿಸ್ತರಣೆ (644, 1134, 868, 1160)
section-banner (672, 24, 938, 60)
counselling-headline-2: ಆತ್ಮಹತ್ಯೆ ತಡೆಗಟ್ಟಬಹುದು (768, 374, 900, 393)
award-headline-2: ಇಕನಾಮಿಕ್ ಟೈಮ್ಸ್ ಪಿಎಸ್‌ಯು (583, 772, 725, 788)
